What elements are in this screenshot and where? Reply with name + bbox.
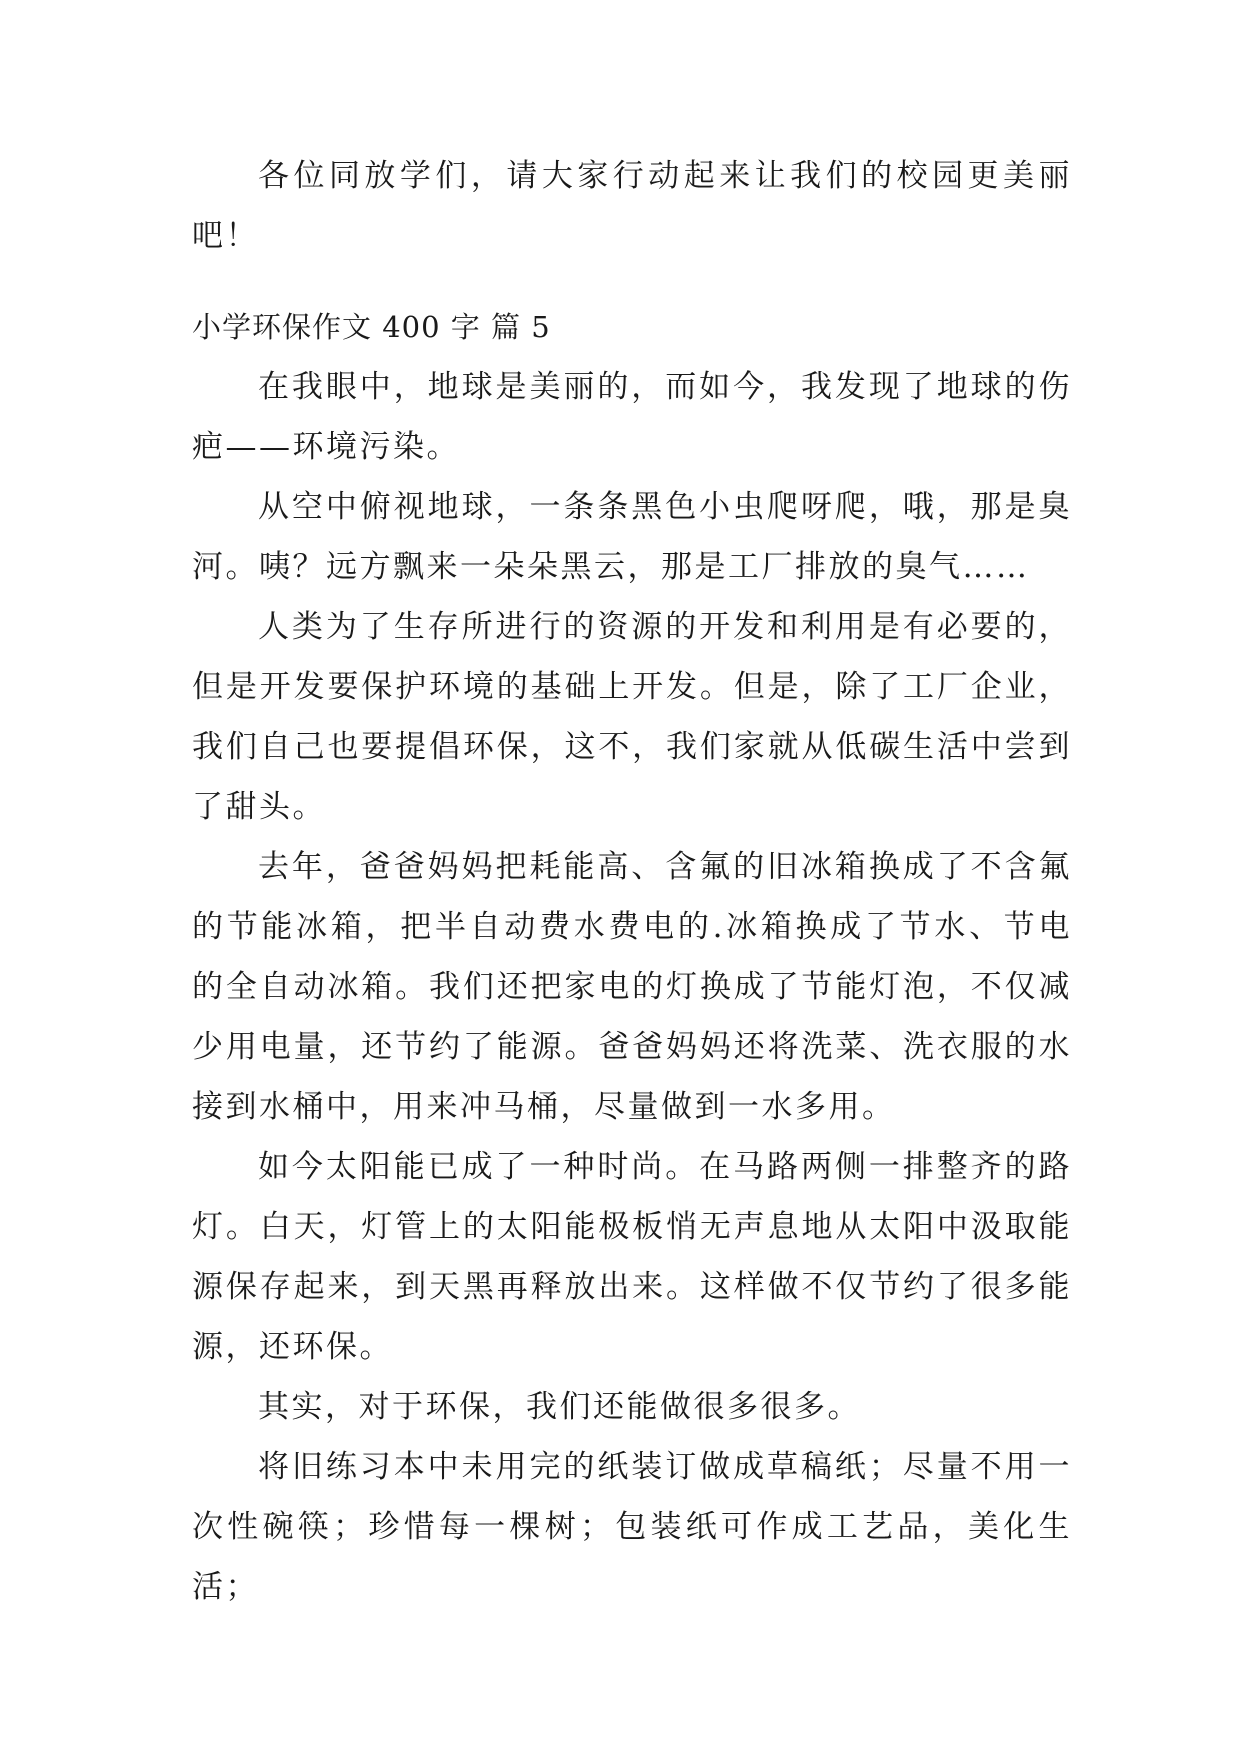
paragraph: 如今太阳能已成了一种时尚。在马路两侧一排整齐的路灯。白天，灯管上的太阳能极板悄无声息地从太阳中汲取能源保存起来，到天黑再释放出来。这样做不仅节约了很多能源，还环保。 <box>192 1149 1072 1365</box>
paragraph: 将旧练习本中未用完的纸装订做成草稿纸；尽量不用一次性碗筷；珍惜每一棵树；包装纸可作成工艺品，美化生活； <box>192 1449 1072 1605</box>
paragraph: 各位同放学们，请大家行动起来让我们的校园更美丽吧！ <box>192 158 1072 254</box>
paragraph: 其实，对于环保，我们还能做很多很多。 <box>258 1389 861 1425</box>
paragraph: 人类为了生存所进行的资源的开发和利用是有必要的，但是开发要保护环境的基础上开发。但是，除了工厂企业，我们自己也要提倡环保，这不，我们家就从低碳生活中尝到了甜头。 <box>192 609 1072 825</box>
paragraph: 从空中俯视地球，一条条黑色小虫爬呀爬，哦，那是臭河。咦？远方飘来一朵朵黑云，那是工厂排放的臭气…… <box>192 489 1072 585</box>
paragraph: 去年，爸爸妈妈把耗能高、含氟的旧冰箱换成了不含氟的节能冰箱，把半自动费水费电的.冰箱换成了节水、节电的全自动冰箱。我们还把家电的灯换成了节能灯泡，不仅减少用电量，还节约了能源。爸爸妈妈还将洗菜、洗衣服的水接到水桶中，用来冲马桶，尽量做到一水多用。 <box>192 849 1072 1125</box>
intro-block <box>192 146 1072 266</box>
essay-section <box>192 297 1072 1617</box>
section-heading: 小学环保作文 400 字 篇 5 <box>192 310 551 344</box>
paragraph: 在我眼中，地球是美丽的，而如今，我发现了地球的伤疤——环境污染。 <box>192 369 1072 465</box>
